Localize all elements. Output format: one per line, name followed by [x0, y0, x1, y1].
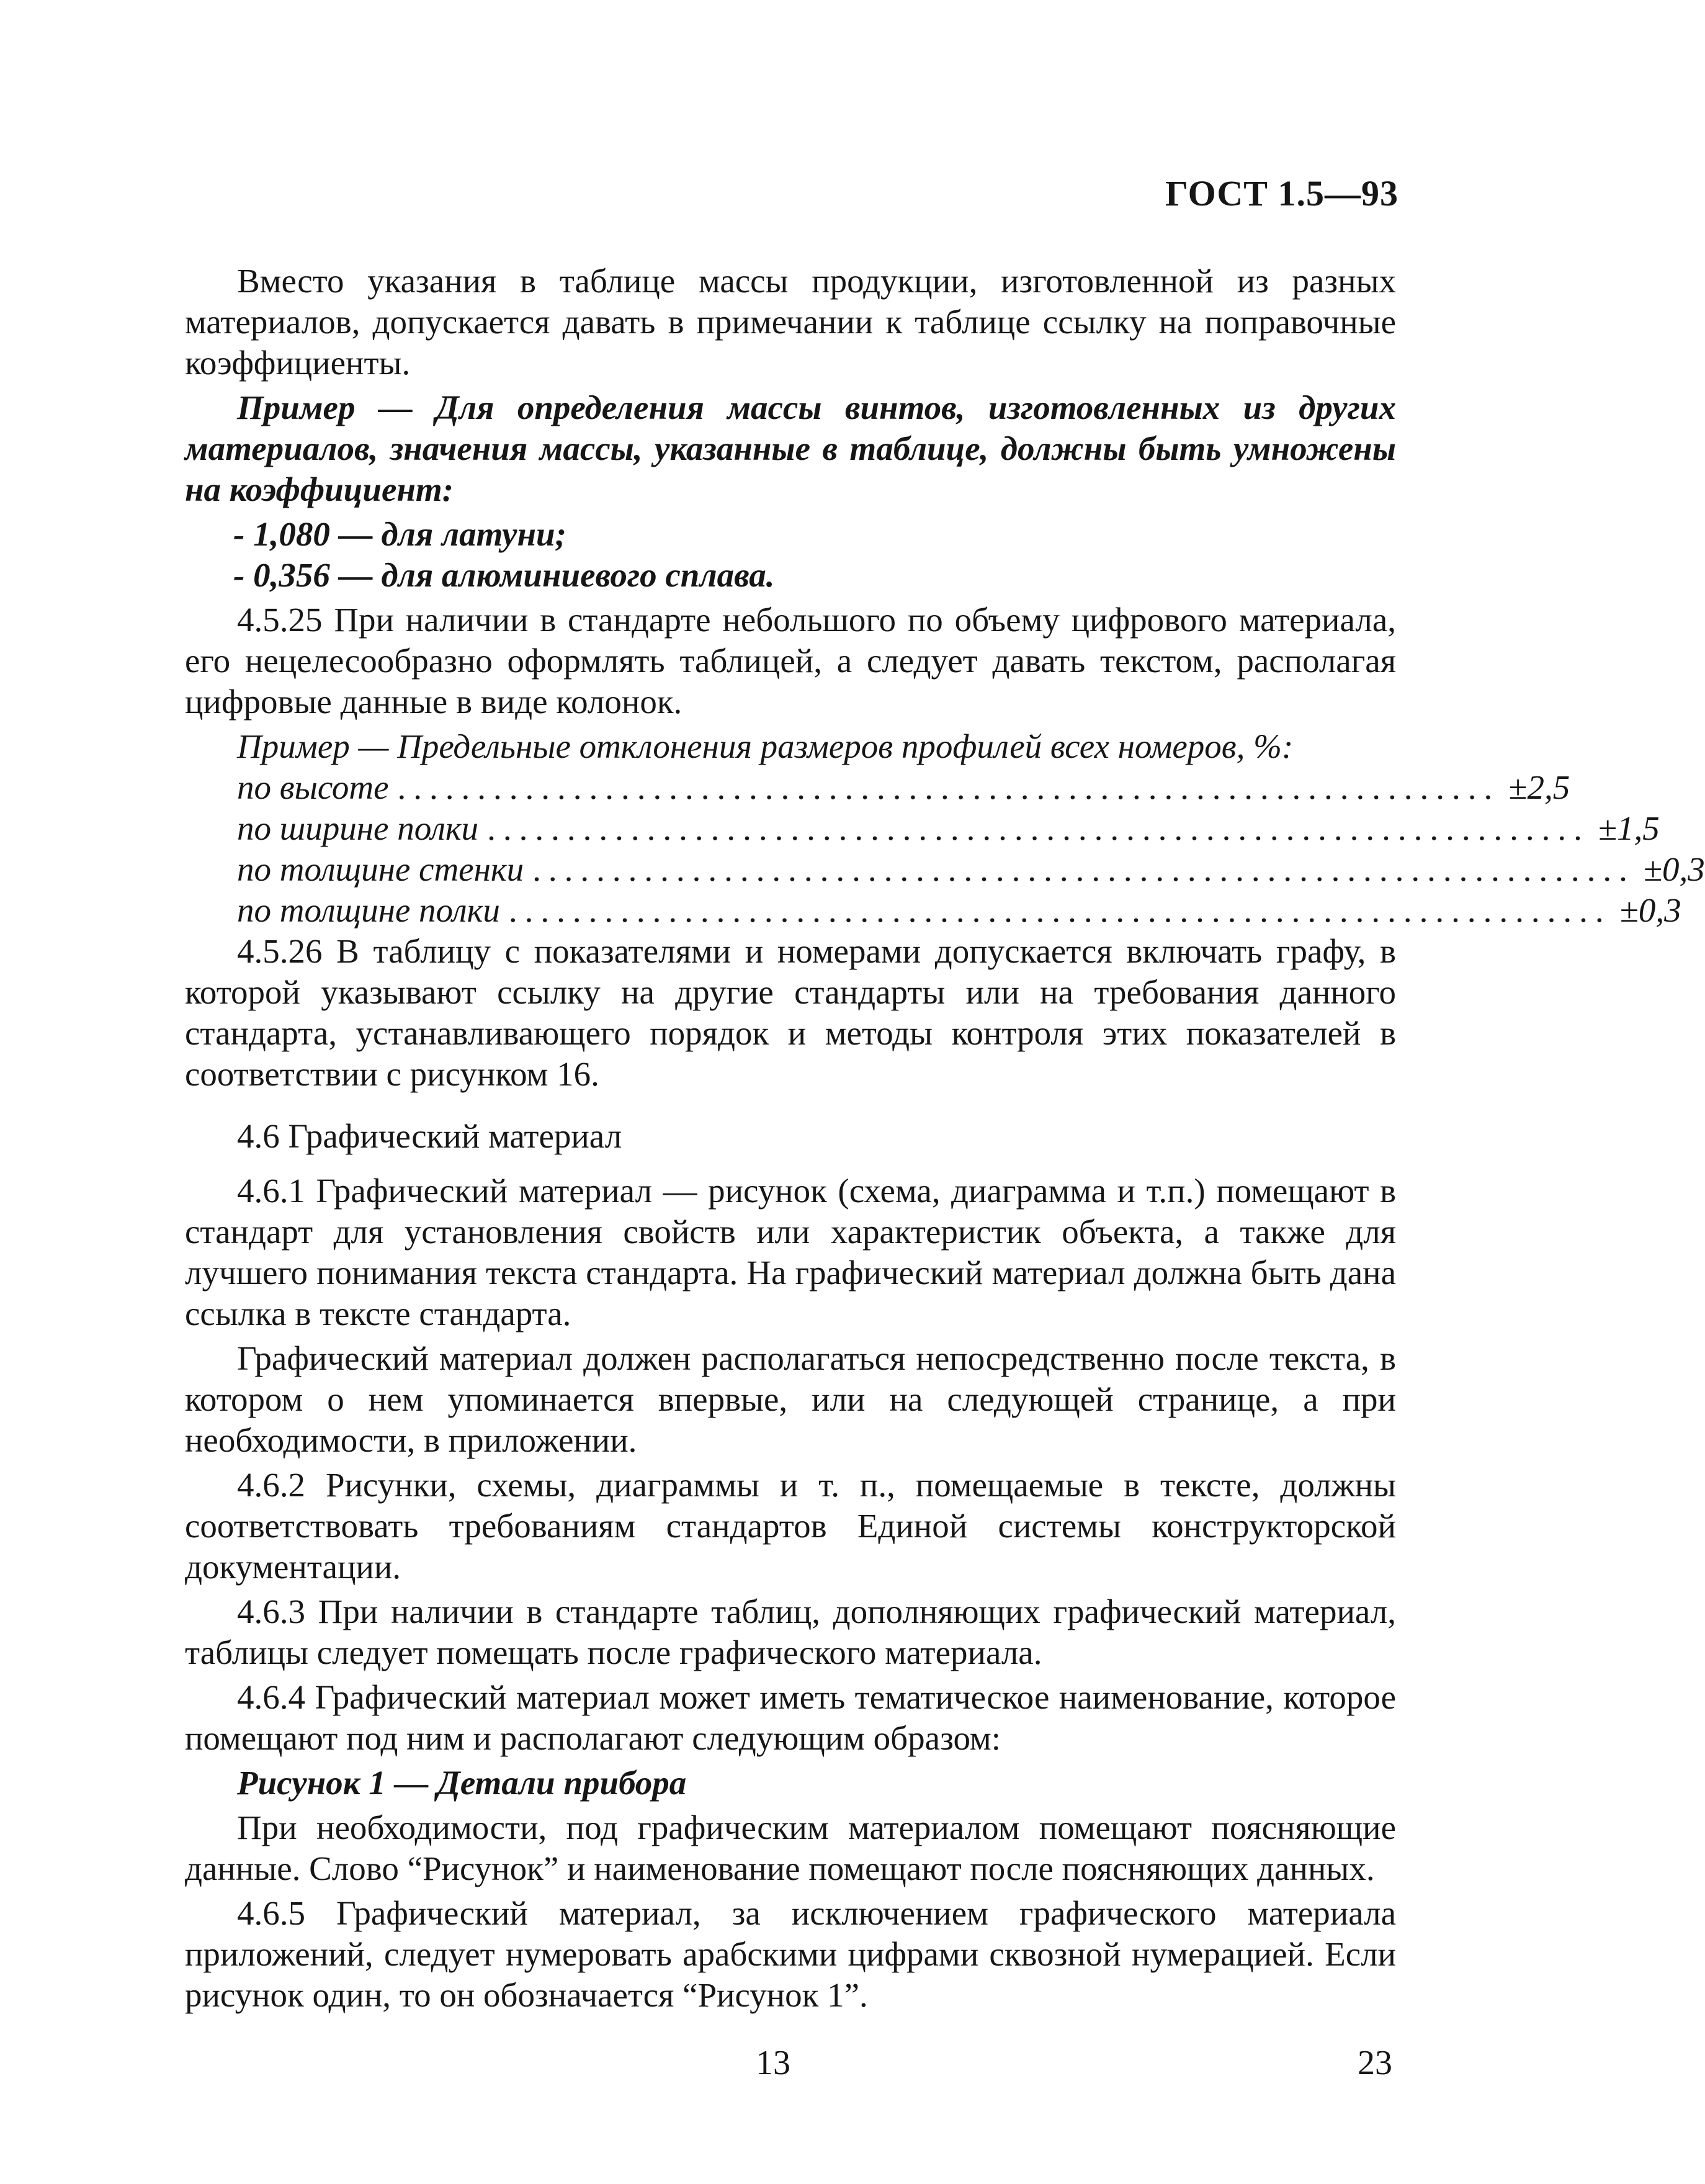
document-body [185, 261, 1705, 2020]
tolerance-row [237, 890, 1681, 931]
leader-dots: ..................................................................... [532, 850, 1635, 888]
tolerance-label: по высоте [237, 768, 389, 806]
leader-dots: ..................................................................... [508, 891, 1611, 929]
tolerance-row [237, 849, 1705, 890]
tolerance-value: ±0,3 [1643, 850, 1705, 888]
paragraph-placement: Графический материал должен располагаться непосредственно после текста, в котором о нем упоминается впервые, или на следующей странице, а при необходимости, в приложении. [185, 1339, 1396, 1459]
paragraph-explanatory-data: При необходимости, под графическим материалом помещают поясняющие данные. Слово “Рисунок” и наименование помещают после поясняющих данных. [185, 1809, 1396, 1887]
tolerance-value: ±2,5 [1508, 768, 1570, 806]
paragraph-4-6-4: 4.6.4 Графический материал может иметь тематическое наименование, которое помещают под ним и располагают следующим образом: [185, 1678, 1396, 1757]
page-number-center: 13 [756, 2044, 790, 2082]
tolerance-label: по толщине стенки [237, 850, 524, 888]
tolerance-value: ±0,3 [1619, 891, 1681, 929]
tolerance-row [237, 808, 1660, 849]
paragraph-4-6-2: 4.6.2 Рисунки, схемы, диаграммы и т. п., помещаемые в тексте, должны соответствовать требованиям стандартов Единой системы конструкторской документации. [185, 1466, 1396, 1586]
tolerance-caption: Пример — Предельные отклонения размеров профилей всех номеров, %: [237, 727, 1294, 765]
tolerance-label: по ширине полки [237, 809, 479, 847]
example-tolerances [237, 726, 1705, 931]
standard-code-header: ГОСТ 1.5—93 [1165, 173, 1398, 213]
list-item: - 0,356 — для алюминиевого сплава. [233, 556, 775, 594]
tolerance-row [237, 767, 1570, 808]
paragraph-4-5-26: 4.5.26 В таблицу с показателями и номерами допускается включать графу, в которой указывают ссылку на другие стандарты или на требования данного стандарта, устанавливающего порядок и методы контроля этих показателей в соответствии с рисунком 16. [185, 932, 1396, 1093]
tolerance-label: по толщине полки [237, 891, 500, 929]
leader-dots: ..................................................................... [487, 809, 1590, 847]
example-coefficients: Пример — Для определения массы винтов, изготовленных из других материалов, значения массы, указанные в таблице, должны быть умножены на коэффициент: [185, 389, 1396, 508]
leader-dots: ..................................................................... [397, 768, 1500, 806]
section-heading-4-6: 4.6 Графический материал [237, 1117, 622, 1155]
paragraph-4-6-3: 4.6.3 При наличии в стандарте таблиц, дополняющих графический материал, таблицы следует помещать после графического материала. [185, 1593, 1396, 1671]
paragraph-mass-note: Вместо указания в таблице массы продукции, изготовленной из разных материалов, допускается давать в примечании к таблице ссылку на поправочные коэффициенты. [185, 262, 1396, 382]
figure-caption-example: Рисунок 1 — Детали прибора [237, 1764, 687, 1802]
paragraph-4-6-5: 4.6.5 Графический материал, за исключением графического материала приложений, следует нумеровать арабскими цифрами сквозной нумерацией. Если рисунок один, то он обозначается “Рисунок 1”. [185, 1894, 1396, 2014]
list-item: - 1,080 — для латуни; [233, 515, 566, 553]
coefficient-list [233, 514, 1396, 596]
paragraph-4-6-1: 4.6.1 Графический материал — рисунок (схема, диаграмма и т.п.) помещают в стандарт для установления свойств или характеристик объекта, а также для лучшего понимания текста стандарта. На графический материал должна быть дана ссылка в тексте стандарта. [185, 1172, 1396, 1332]
paragraph-4-5-25: 4.5.25 При наличии в стандарте небольшого по объему цифрового материала, его нецелесообразно оформлять таблицей, а следует давать текстом, располагая цифровые данные в виде колонок. [185, 601, 1396, 721]
page-number-right: 23 [1358, 2044, 1392, 2082]
tolerance-value: ±1,5 [1598, 809, 1660, 847]
